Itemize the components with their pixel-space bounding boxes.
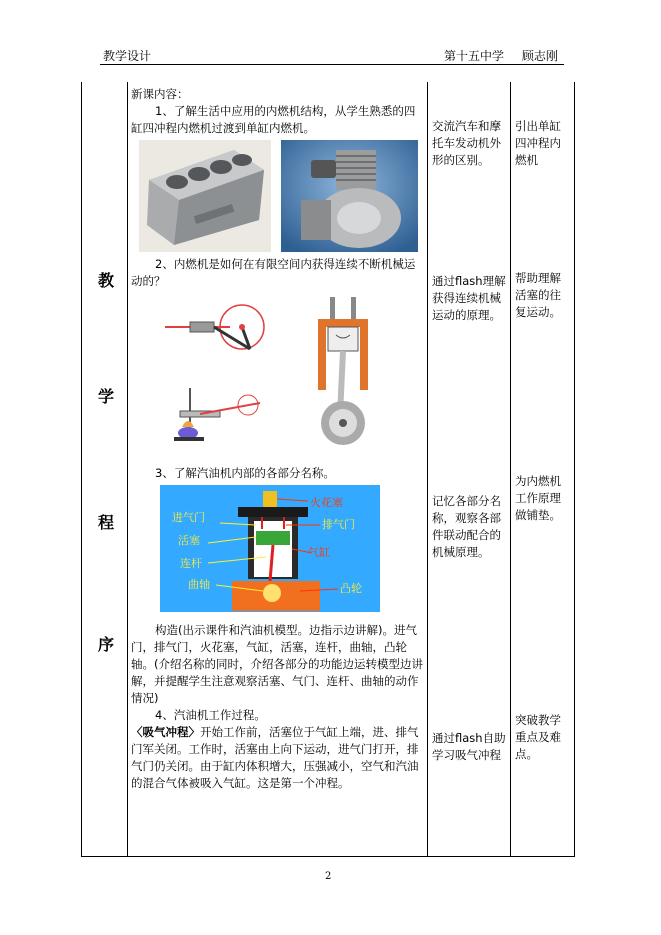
construct-text: 构造(出示课件和汽油机模型。边指示边讲解)。进气门，排气门，火花塞，气缸，活塞，连杆，曲轴，凸轮轴。(介绍名称的同时，介绍各部分的功能边运转模型边讲解，并提醒学生注意观察活塞、气门、连杆、曲轴的动作情况): [131, 623, 423, 705]
student-activity-1: 交流汽车和摩托车发动机外形的区别。: [432, 119, 501, 167]
table-divider-3: [510, 82, 511, 856]
design-intent-3: 为内燃机工作原理做铺垫。: [515, 474, 561, 522]
steam-engine-diagram: [160, 383, 270, 443]
side-label-char: 序: [97, 635, 114, 654]
side-label-char: 程: [97, 513, 114, 532]
table-border-left: [81, 82, 82, 856]
gasoline-engine-diagram: [160, 485, 380, 612]
item-2-text: 2、内燃机是如何在有限空间内获得连续不断机械运动的？: [131, 257, 416, 288]
label-spark-plug: 火花塞: [310, 496, 343, 509]
header-school: 第十五中学: [444, 49, 505, 63]
intake-title: 〈吸气冲程〉: [131, 725, 200, 739]
intro-text: 新课内容：: [131, 87, 189, 101]
section-1: [131, 86, 425, 137]
intake-paragraph: [131, 724, 425, 792]
label-crankshaft: 曲轴: [188, 578, 210, 591]
section-4: [131, 622, 425, 792]
engine-block-photo: [139, 140, 271, 252]
label-cam: 凸轮: [340, 582, 362, 595]
item-1-text: 1、了解生活中应用的内燃机结构，从学生熟悉的四缸四冲程内燃机过渡到单缸内燃机。: [131, 104, 416, 135]
item-4-text: 4、汽油机工作过程。: [155, 708, 266, 722]
crank-slider-diagram: [160, 292, 270, 362]
label-exhaust-valve: 排气门: [322, 518, 355, 531]
motorcycle-engine-photo: [281, 140, 418, 252]
header-teacher: 顾志刚: [521, 49, 558, 63]
item-3-text: 3、了解汽油机内部的各部分名称。: [155, 466, 335, 480]
cylinder-piston-diagram: [310, 295, 376, 455]
header-title: 教学设计: [103, 49, 152, 63]
header-rule: [100, 64, 564, 65]
student-activity-4: 通过flash自助学习吸气冲程: [432, 731, 506, 762]
label-piston: 活塞: [178, 534, 200, 547]
page-number: 2: [325, 871, 332, 882]
table-divider-1: [127, 82, 128, 856]
table-border-right: [574, 82, 575, 856]
label-cylinder: 气缸: [308, 546, 330, 559]
student-activity-3: 记忆各部分名称，观察各部件联动配合的机械原理。: [432, 494, 501, 559]
intake-text: 开始工作前，活塞位于气缸上端，进、排气门军关闭。工作时，活塞由上向下运动，进气门打开，排气门仍关闭。由于缸内体积增大，压强减小，空气和汽油的混合气体被吸入气缸。这是第一个冲程。: [131, 725, 419, 790]
design-intent-1: 引出单缸四冲程内燃机: [515, 119, 561, 167]
header-school-teacher: [444, 47, 558, 64]
design-intent-2: 帮助理解活塞的往复运动。: [515, 271, 561, 319]
label-intake-valve: 进气门: [172, 511, 205, 524]
table-divider-2: [427, 82, 428, 856]
side-label-char: 教: [97, 271, 114, 290]
label-rod: 连杆: [180, 557, 202, 570]
student-activity-2: 通过flash理解获得连续机械运动的原理。: [432, 274, 506, 322]
side-label-char: 学: [97, 387, 114, 406]
table-bottom: [81, 856, 575, 857]
section-2: [131, 256, 425, 290]
design-intent-4: 突破教学重点及难点。: [515, 713, 561, 761]
section-3: [131, 465, 425, 482]
